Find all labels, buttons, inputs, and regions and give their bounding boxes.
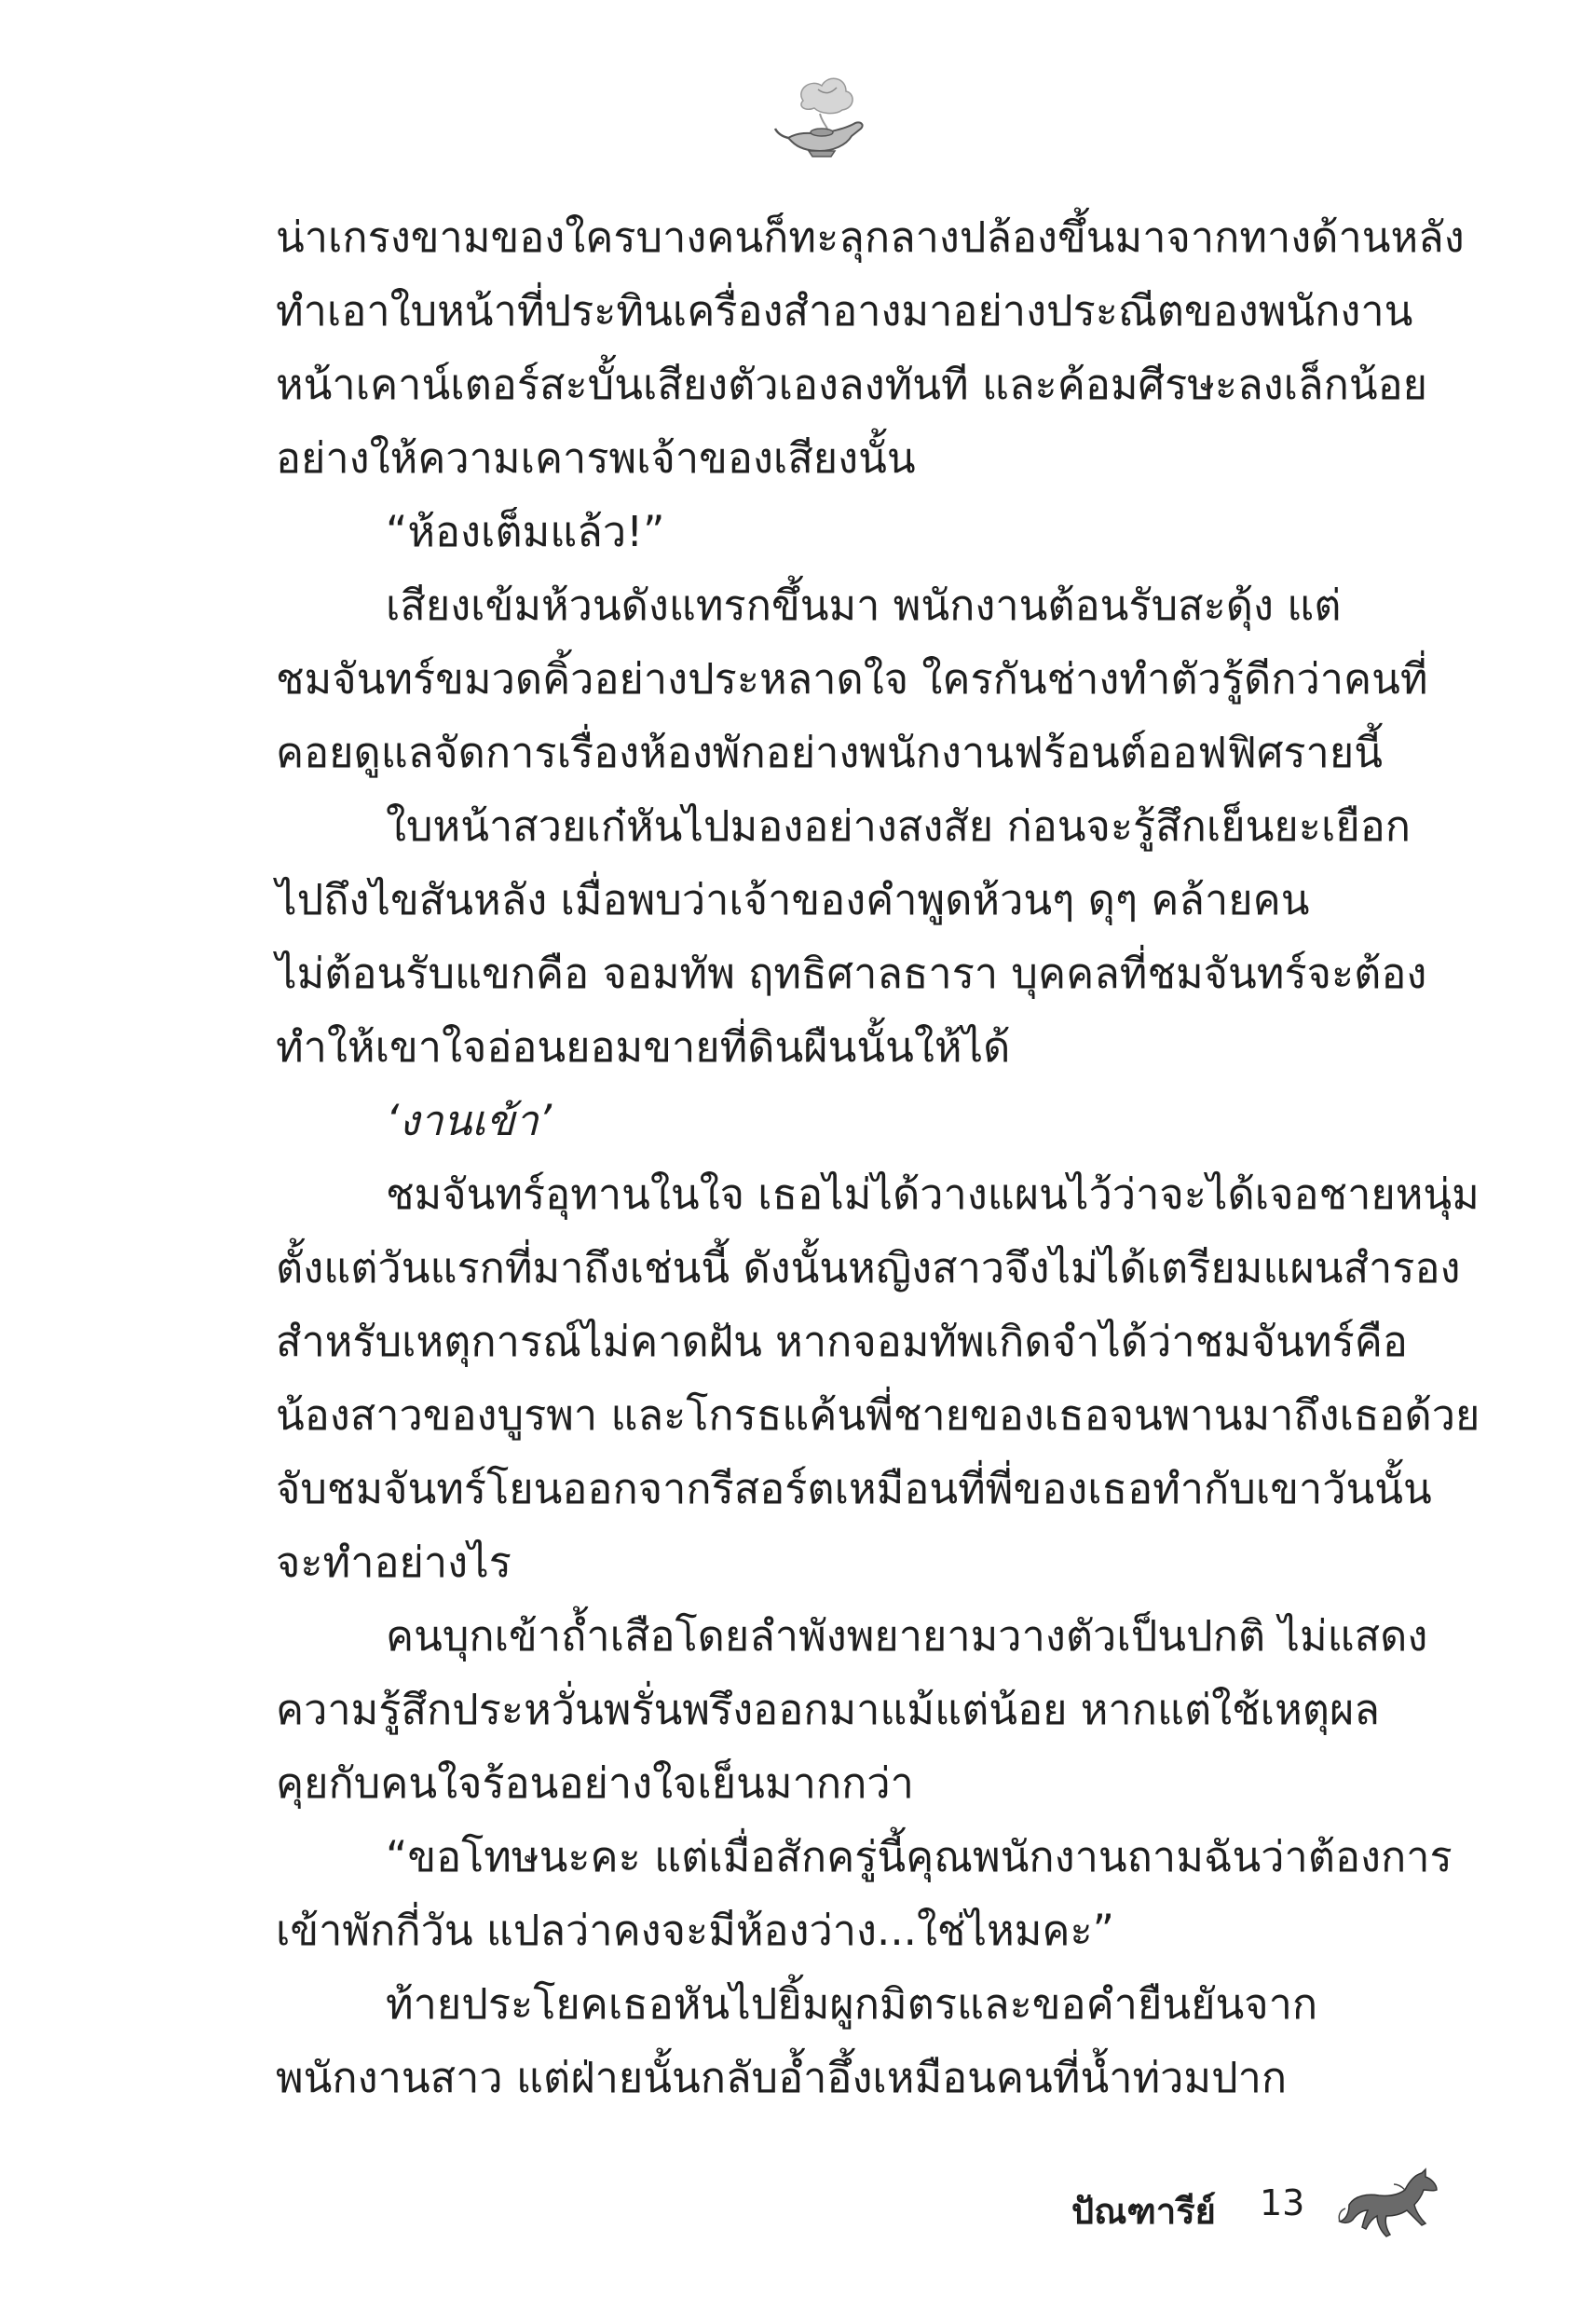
author-name: ปัณฑารีย์ [1071, 2191, 1216, 2232]
text-line: เสียงเข้มห้วนดังแทรกขึ้นมา พนักงานต้อนรับสะดุ้ง แต่ [386, 581, 1342, 630]
chapter-text [276, 200, 1480, 2114]
page-number: 13 [1260, 2182, 1305, 2223]
text-line: ไม่ต้อนรับแขกคือ จอมทัพ ฤทธิศาลธารา บุคคลที่ชมจันทร์จะต้อง [276, 949, 1427, 998]
text-line: จับชมจันทร์โยนออกจากรีสอร์ตเหมือนที่พี่ของเธอทำกับเขาวันนั้น [276, 1464, 1432, 1513]
text-line: ทำเอาใบหน้าที่ประทินเครื่องสำอางมาอย่างประณีตของพนักงาน [276, 286, 1413, 335]
horse-icon [1336, 2167, 1440, 2240]
text-line: ความรู้สึกประหวั่นพรั่นพรึงออกมาแม้แต่น้อย หากแต่ใช้เหตุผล [276, 1685, 1380, 1734]
dialogue-line: “ห้องเต็มแล้ว!” [386, 507, 665, 556]
text-line: น่าเกรงขามของใครบางคนก็ทะลุกลางปล้องขึ้นมาจากทางด้านหลัง [276, 212, 1465, 262]
text-line: คอยดูแลจัดการเรื่องห้องพักอย่างพนักงานฟร้อนต์ออฟฟิศรายนี้ [276, 728, 1383, 777]
text-line: ไปถึงไขสันหลัง เมื่อพบว่าเจ้าของคำพูดห้วนๆ ดุๆ คล้ายคน [276, 875, 1310, 924]
text-line: คนบุกเข้าถ้ำเสือโดยลำพังพยายามวางตัวเป็นปกติ ไม่แสดง [386, 1611, 1428, 1661]
dialogue-line: “ขอโทษนะคะ แต่เมื่อสักครู่นี้คุณพนักงานถามฉันว่าต้องการ [386, 1832, 1453, 1881]
thought-line: ‘งานเข้า’ [386, 1096, 552, 1145]
text-line: อย่างให้ความเคารพเจ้าของเสียงนั้น [276, 433, 916, 483]
dialogue-line: เข้าพักกี่วัน แปลว่าคงจะมีห้องว่าง...ใช่ไหมคะ” [276, 1906, 1114, 1955]
text-line: ท้ายประโยคเธอหันไปยิ้มผูกมิตรและขอคำยืนยันจาก [386, 1979, 1318, 2029]
text-line: สำหรับเหตุการณ์ไม่คาดฝัน หากจอมทัพเกิดจำได้ว่าชมจันทร์คือ [276, 1317, 1408, 1366]
text-line: ทำให้เขาใจอ่อนยอมขายที่ดินผืนนั้นให้ได้ [276, 1022, 1011, 1072]
text-line: ใบหน้าสวยเก๋หันไปมองอย่างสงสัย ก่อนจะรู้สึกเย็นยะเยือก [386, 801, 1411, 851]
text-line: คุยกับคนใจร้อนอย่างใจเย็นมากกว่า [276, 1758, 914, 1808]
text-line: ชมจันทร์ขมวดคิ้วอย่างประหลาดใจ ใครกันช่างทำตัวรู้ดีกว่าคนที่ [276, 654, 1428, 704]
text-line: จะทำอย่างไร [276, 1538, 512, 1587]
text-line: น้องสาวของบูรพา และโกรธแค้นพี่ชายของเธอจนพานมาถึงเธอด้วย [276, 1390, 1480, 1440]
text-line: หน้าเคาน์เตอร์สะบั้นเสียงตัวเองลงทันที และค้อมศีรษะลงเล็กน้อย [276, 360, 1427, 409]
text-line: ชมจันทร์อุทานในใจ เธอไม่ได้วางแผนไว้ว่าจะได้เจอชายหนุ่ม [386, 1169, 1480, 1219]
text-line: ตั้งแต่วันแรกที่มาถึงเช่นนี้ ดังนั้นหญิงสาวจึงไม่ได้เตรียมแผนสำรอง [276, 1243, 1461, 1292]
genie-lamp-icon [771, 67, 874, 170]
page-footer [1053, 2171, 1453, 2246]
text-line: พนักงานสาว แต่ฝ่ายนั้นกลับอ้ำอึ้งเหมือนคนที่น้ำท่วมปาก [276, 2053, 1288, 2102]
